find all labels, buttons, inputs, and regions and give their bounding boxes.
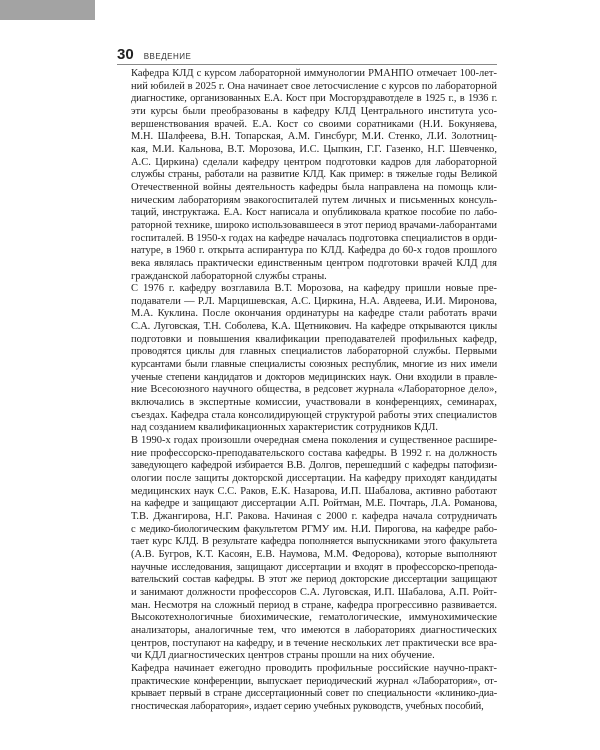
text-line: кая, М.И. Кальнова, В.Т. Морозова, И.С. Цыпкин, Г.Г. Газенко, Н.Г. Шевченко, — [131, 143, 497, 155]
text-line: таций, инструктажа. Е.А. Кост написала и опубликовала краткое пособие по лабо- — [131, 207, 497, 219]
text-line: В 1990-х годах произошли очередная смена поколения и существенное расшире- — [131, 435, 497, 447]
section-title: ВВЕДЕНИЕ — [143, 52, 192, 61]
text-line: ническим лабораториям эвакогоспиталей путем личных и письменных консуль- — [131, 194, 497, 206]
paragraph — [117, 435, 497, 663]
text-line: анализаторы, аналогичные тем, что имеются в лабораториях диагностических — [131, 624, 497, 636]
text-line: вательский состав кафедры. В этот же период докторские диссертации защищают — [131, 574, 497, 586]
text-line: Кафедра начинает ежегодно проводить профильные российские научно-практ- — [131, 662, 497, 674]
text-line: эти курсы были преобразованы в кафедру КЛД Центрального института усо- — [131, 105, 497, 117]
text-line: Т.В. Джангирова, Н.Г. Ракова. Начиная с 2000 г. кафедра начала сотрудничать — [131, 510, 497, 522]
text-line: научные исследования, защищают диссертации и входят в профессорско-препода- — [131, 561, 497, 573]
text-line: заведующего кафедрой избирается В.В. Долгов, перешедший с кафедры патофизи- — [131, 460, 497, 472]
text-line: ологии после защиты докторской диссертации. На кафедру приходят кандидаты — [131, 473, 497, 484]
text-line: ман. Несмотря на сложный период в стране, кафедра прогрессивно развивается. — [131, 599, 497, 611]
page-number: 30 — [117, 46, 134, 63]
body-text — [117, 68, 497, 713]
text-line: раторной технике, широко использовавшееся в этот период врачами-лаборантами — [131, 219, 498, 231]
text-line: М.А. Куклина. После окончания ординатуры на кафедре стали работать врачи — [131, 308, 497, 320]
text-line: центров, поступают на кафедру, и в течение нескольких лет практически все вра- — [131, 637, 497, 649]
text-line: госпиталей. В 1950-х годах на кафедре началась подготовка специалистов в орди- — [131, 232, 498, 244]
text-line: С.А. Луговская, Т.Н. Соболева, К.А. Щетникович. На кафедре открываются циклы — [131, 321, 497, 333]
text-line: века являлась практически единственным центром подготовки врачей КЛД для — [131, 257, 497, 269]
text-line: А.С. Циркина) сделали кафедру центром подготовки кадров для лабораторной — [131, 156, 497, 168]
text-line: на кафедре и защищают диссертации А.П. Ройтман, М.Е. Почтарь, Л.А. Романова, — [131, 498, 497, 510]
text-line: ний юбилей в 2025 г. Она начинает свое летосчисление с курсов по лабораторной — [131, 80, 497, 92]
text-line: съездах. Кафедра стала консолидирующей структурой работы этих специалистов — [131, 409, 497, 421]
text-line: чи КДЛ диагностических центров страны прошли на них обучение. — [131, 650, 435, 662]
text-line: натуре, в 1960 г. открыта аспирантура по КЛД. Кафедра до 60-х годов прошлого — [131, 245, 497, 257]
text-line: ученые степени кандидатов и докторов медицинских наук. Они входили в правле- — [131, 371, 497, 383]
text-line: с медико-биологическим факультетом РГМУ им. Н.И. Пирогова, на кафедре рабо- — [131, 523, 497, 535]
text-line: проводятся циклы для главных специалистов лабораторной службы. Первыми — [131, 346, 497, 358]
text-line: М.Н. Шалфеева, В.Н. Топарская, А.М. Гинсбург, М.И. Стенко, Л.И. Золотниц- — [131, 131, 497, 143]
text-line: Высокотехнологичные биохимические, гематологические, иммунохимические — [131, 612, 497, 624]
paragraph — [117, 68, 497, 283]
text-line: диагностике, организованных Е.А. Кост при Мосгорздравотделе в 1925 г., в 1936 г. — [131, 93, 497, 105]
paragraph — [117, 283, 497, 435]
text-line: включались в экспертные комиссии, участвовали в конференциях, семинарах, — [131, 397, 497, 409]
text-line: подаватели — Р.Л. Марцишевская, А.С. Циркина, Н.А. Авдеева, И.И. Миронова, — [131, 295, 497, 307]
text-line: гностическая лаборатория», издает серию учебных руководств, учебных пособий, — [131, 700, 484, 712]
text-line: над созданием квалификационных характеристик сотрудников КДЛ. — [131, 422, 438, 434]
text-line: медицинских наук С.С. Раков, Е.К. Назарова, И.П. Шабалова, активно работают — [131, 485, 497, 497]
text-line: службы страны, работали на развитие КЛД. Как пример: в тяжелые годы Великой — [131, 169, 497, 181]
text-line: С 1976 г. кафедру возглавила В.Т. Морозова, на кафедру пришли новые пре- — [131, 283, 497, 295]
page-edge-bar — [0, 0, 95, 20]
text-line: практические конференции, выпускает периодический журнал «Лаборатория», от- — [131, 675, 497, 687]
page-header — [117, 46, 191, 63]
text-line: Кафедра КЛД с курсом лабораторной иммунологии РМАНПО отмечает 100-лет- — [131, 68, 497, 79]
text-line: крывает первый в стране диссертационный совет по специальности «клинико-диа- — [131, 688, 497, 700]
text-line: (А.В. Бугров, К.Т. Касоян, Е.В. Наумова, М.М. Федорова), которые выполняют — [131, 548, 497, 560]
text-line: и занимают должности профессоров С.А. Луговская, И.П. Шабалова, А.П. Ройт- — [131, 586, 497, 598]
text-line: ние Всесоюзного научного общества, в редсовет журнала «Лабораторное дело», — [131, 384, 497, 396]
text-line: тает курс КЛД. В результате кафедра пополняется выпускниками этого факультета — [131, 536, 497, 548]
text-line: ние профессорско-преподавательского состава кафедры. В 1992 г. на должность — [131, 447, 497, 459]
text-line: гражданской лабораторной службы страны. — [131, 270, 327, 282]
text-line: курсантами были главные специалисты союзных республик, многие из них имели — [131, 359, 497, 371]
paragraph — [117, 663, 497, 714]
text-line: вершенствования врачей. Е.А. Кост со своими соратниками (Н.И. Бокуняева, — [131, 118, 497, 130]
text-line: подготовки и повышения квалификации преподавателей профильных кафедр, — [131, 333, 497, 345]
text-line: Отечественной войны деятельность кафедры была направлена на помощь кли- — [131, 181, 497, 193]
header-rule — [117, 64, 497, 65]
